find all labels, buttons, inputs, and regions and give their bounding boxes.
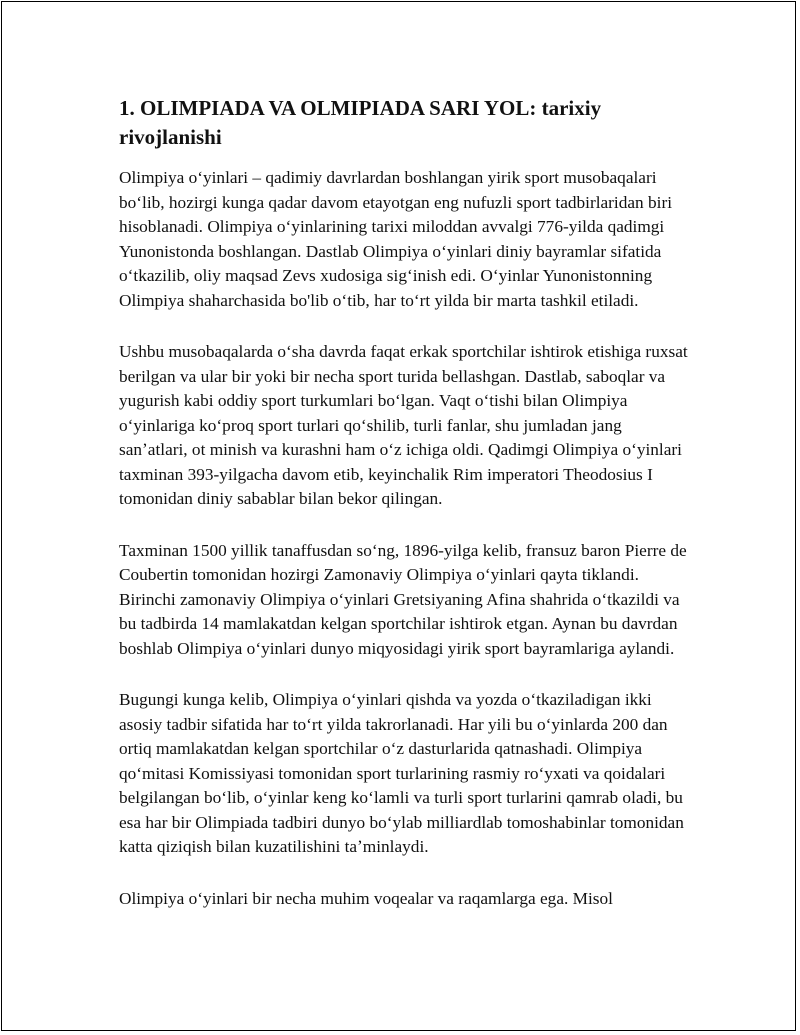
paragraph-3: Taxminan 1500 yillik tanaffusdan soʻng, 1896-yilga kelib, fransuz baron Pierre de Coubertin tomonidan hozirgi Zamonaviy Olimpiya oʻyinlari qayta tiklandi. Birinchi zamonaviy Olimpiya oʻyinlari Gretsiyaning Afina shahrida oʻtkazildi va bu tadbirda 14 mamlakatdan kelgan sportchilar ishtirok etgan. Aynan bu davrdan boshlab Olimpiya oʻyinlari dunyo miqyosidagi yirik sport bayramlariga aylandi. — [119, 540, 687, 658]
paragraph-2: Ushbu musobaqalarda oʻsha davrda faqat erkak sportchilar ishtirok etishiga ruxsat berilgan va ular bir yoki bir necha sport turida bellashgan. Dastlab, saboqlar va yugurish kabi oddiy sport turkumlari boʻlgan. Vaqt oʻtishi bilan Olimpiya oʻyinlariga koʻproq sport turlari qoʻshilib, turli fanlar, shu jumladan jang sanʼatlari, ot minish va kurashni ham oʻz ichiga oldi. Qadimgi Olimpiya oʻyinlari taxminan 393-yilgacha davom etib, keyinchalik Rim imperatori Theodosius I tomonidan diniy sabablar bilan bekor qilingan. — [119, 342, 688, 508]
paragraph-1: Olimpiya oʻyinlari – qadimiy davrlardan boshlangan yirik sport musobaqalari boʻlib, hozirgi kunga qadar davom etayotgan eng nufuzli sport tadbirlaridan biri hisoblanadi. Olimpiya oʻyinlarining tarixi miloddan avvalgi 776-yilda qadimgi Yunonistonda boshlangan. Dastlab Olimpiya oʻyinlari diniy bayramlar sifatida oʻtkazilib, oliy maqsad Zevs xudosiga sigʻinish edi. Oʻyinlar Yunonistonning Olimpiya shaharchasida bo'lib oʻtib, har toʻrt yilda bir marta tashkil etiladi. — [119, 168, 673, 310]
document-body — [119, 94, 694, 938]
section-heading: 1. OLIMPIADA VA OLMIPIADA SARI YOL: tarixiy rivojlanishi — [119, 96, 602, 149]
paragraph-5: Olimpiya oʻyinlari bir necha muhim voqealar va raqamlarga ega. Misol — [119, 888, 613, 908]
document-page — [1, 1, 796, 1031]
paragraph-4: Bugungi kunga kelib, Olimpiya oʻyinlari qishda va yozda oʻtkaziladigan ikki asosiy tadbir sifatida har toʻrt yilda takrorlanadi. Har yili bu oʻyinlarda 200 dan ortiq mamlakatdan kelgan sportchilar oʻz dasturlarida qatnashadi. Olimpiya qoʻmitasi Komissiyasi tomonidan sport turlarining rasmiy roʻyxati va qoidalari belgilangan boʻlib, oʻyinlar keng koʻlamli va turli sport turlarini qamrab oladi, bu esa har bir Olimpiada tadbiri dunyo boʻylab milliardlab tomoshabinlar tomonidan katta qiziqish bilan kuzatilishini taʼminlaydi. — [119, 690, 684, 856]
